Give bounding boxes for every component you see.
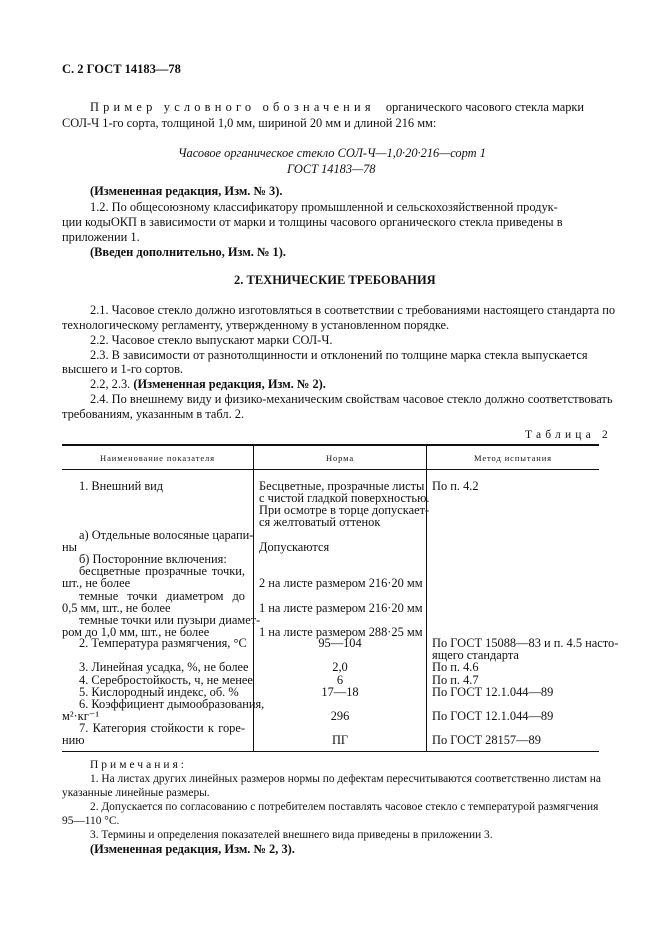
method-softening-temp-a: По ГОСТ 15088—83 и п. 4.5 насто- <box>432 636 619 650</box>
p23-line-1: 2.3. В зависимости от разнотолщинности и отклонений по толщине марка стекла выпускается <box>90 348 588 362</box>
norm-softening-temp: 95—104 <box>318 636 362 650</box>
norm-oxygen-index: 17—18 <box>321 685 359 699</box>
norm-dark-points: 1 на листе размером 216·20 мм <box>259 601 423 615</box>
p2223-prefix: 2.2, 2.3. <box>90 377 131 391</box>
row-smoke-coefficient-a: 6. Коэффициент дымообразования, <box>79 697 265 711</box>
amendment-3: (Измененная редакция, Изм. № 3). <box>90 184 283 198</box>
method-oxygen-index: По ГОСТ 12.1.044—89 <box>432 685 554 699</box>
norm-smoke-coefficient: 296 <box>330 709 350 723</box>
row-combustion-b: нию <box>62 733 85 747</box>
p22: 2.2. Часовое стекло выпускают марки СОЛ-Ч. <box>90 333 333 347</box>
table-header-rule <box>62 469 599 470</box>
p21-line-2: технологическому регламенту, утвержденному в установленном порядке. <box>62 318 450 332</box>
example-lead: Пример условного обозначения <box>90 100 375 114</box>
row-colorless-b: шт., не более <box>62 576 131 590</box>
example-line-2: СОЛ-Ч 1-го сорта, толщиной 1,0 мм, шириной 20 мм и длиной 216 мм: <box>62 116 437 130</box>
p12-line-1: 1.2. По общесоюзному классификатору промышленной и сельскохозяйственной продук- <box>90 200 558 214</box>
method-shrinkage: По п. 4.6 <box>432 660 479 674</box>
page-header: С. 2 ГОСТ 14183—78 <box>62 62 181 76</box>
row-bubbles-b: ром до 1,0 мм, шт., не более <box>62 625 210 639</box>
p21-line-1: 2.1. Часовое стекло должно изготовляться в соответствии с требованиями настоящего стандарта по <box>90 303 616 317</box>
note-1-line-1: 1. На листах других линейных размеров нормы по дефектам пересчитываются соответственно листам на <box>90 773 601 785</box>
method-combustion: По ГОСТ 28157—89 <box>432 733 541 747</box>
notes-title: Примечания: <box>90 759 187 771</box>
norm-bubbles: 1 на листе размером 288·25 мм <box>259 625 423 639</box>
p24-line-1: 2.4. По внешнему виду и физико-механическим свойствам часовое стекло должно соответствовать <box>90 392 613 406</box>
norm-appearance-3: При осмотре в торце допускает- <box>259 503 430 517</box>
table-top-rule <box>62 444 599 446</box>
row-oxygen-index: 5. Кислородный индекс, об. % <box>79 685 239 699</box>
row-bubbles-a: темные точки или пузыри диамет- <box>79 613 261 627</box>
norm-appearance-4: ся желтоватый оттенок <box>259 515 381 529</box>
norm-silver-resistance: 6 <box>336 673 344 687</box>
norm-scratches: Допускаются <box>259 540 330 554</box>
note-2-line-2: 95—110 °С. <box>62 815 120 827</box>
norm-combustion: ПГ <box>331 733 349 747</box>
table-header-method: Метод испытания <box>474 453 552 463</box>
p12-line-3: приложении 1. <box>62 230 140 244</box>
table-caption: Таблица 2 <box>525 429 612 441</box>
example-line-1 <box>90 100 584 115</box>
method-silver-resistance: По п. 4.7 <box>432 673 479 687</box>
method-appearance: По п. 4.2 <box>432 479 479 493</box>
example-lead-rest: органического часового стекла марки <box>385 100 585 114</box>
note-3: 3. Термины и определения показателей внешнего вида приведены в приложении 3. <box>90 829 493 841</box>
row-scratches-b: ны <box>62 540 77 554</box>
row-shrinkage: 3. Линейная усадка, %, не более <box>79 660 249 674</box>
notes-amendment: (Измененная редакция, Изм. № 2, 3). <box>90 842 295 856</box>
row-combustion-a: 7. Категория стойкости к горе- <box>79 721 245 735</box>
row-softening-temp: 2. Температура размягчения, °С <box>79 636 247 650</box>
table-bottom-rule <box>62 751 599 752</box>
row-dark-points-b: 0,5 мм, шт., не более <box>62 601 171 615</box>
row-colorless-a: бесцветные прозрачные точки, <box>79 564 245 578</box>
method-smoke-coefficient: По ГОСТ 12.1.044—89 <box>432 709 554 723</box>
table-header-norm: Норма <box>325 453 355 463</box>
norm-appearance-2: с чистой гладкой поверхностью. <box>259 491 430 505</box>
designation-line-1: Часовое органическое стекло СОЛ-Ч—1,0·20·216—сорт 1 <box>178 146 486 160</box>
row-scratches-a: а) Отдельные волосяные царапи- <box>79 528 254 542</box>
designation-line-2: ГОСТ 14183—78 <box>287 162 376 176</box>
added-amendment-1: (Введен дополнительно, Изм. № 1). <box>90 245 286 259</box>
row-appearance: 1. Внешний вид <box>79 479 164 493</box>
note-1-line-2: указанные линейные размеры. <box>62 787 210 799</box>
p12-line-2: ции кодыОКП в зависимости от марки и толщины часового органического стекла приведены в <box>62 215 563 229</box>
note-2-line-1: 2. Допускается по согласованию с потребителем поставлять часовое стекло с температурой размягчения <box>90 801 599 813</box>
p23-line-2: высшего и 1-го сортов. <box>62 362 184 376</box>
table-header-name: Наименование показателя <box>100 453 215 463</box>
norm-shrinkage: 2,0 <box>332 660 348 674</box>
norm-colorless: 2 на листе размером 216·20 мм <box>259 576 423 590</box>
p2223-amendment: (Измененная редакция, Изм. № 2). <box>133 377 326 391</box>
norm-appearance-1: Бесцветные, прозрачные листы <box>259 479 425 493</box>
p2223 <box>90 377 326 392</box>
row-smoke-coefficient-unit: м²·кг⁻¹ <box>62 709 100 723</box>
method-softening-temp-b: ящего стандарта <box>432 648 519 662</box>
row-dark-points-a: темные точки диаметром до <box>79 589 245 603</box>
row-inclusions: б) Посторонние включения: <box>79 552 227 566</box>
row-silver-resistance: 4. Серебростойкость, ч, не менее <box>79 673 253 687</box>
section-title: 2. ТЕХНИЧЕСКИЕ ТРЕБОВАНИЯ <box>234 273 436 287</box>
p24-line-2: требованиям, указанным в табл. 2. <box>62 407 245 421</box>
